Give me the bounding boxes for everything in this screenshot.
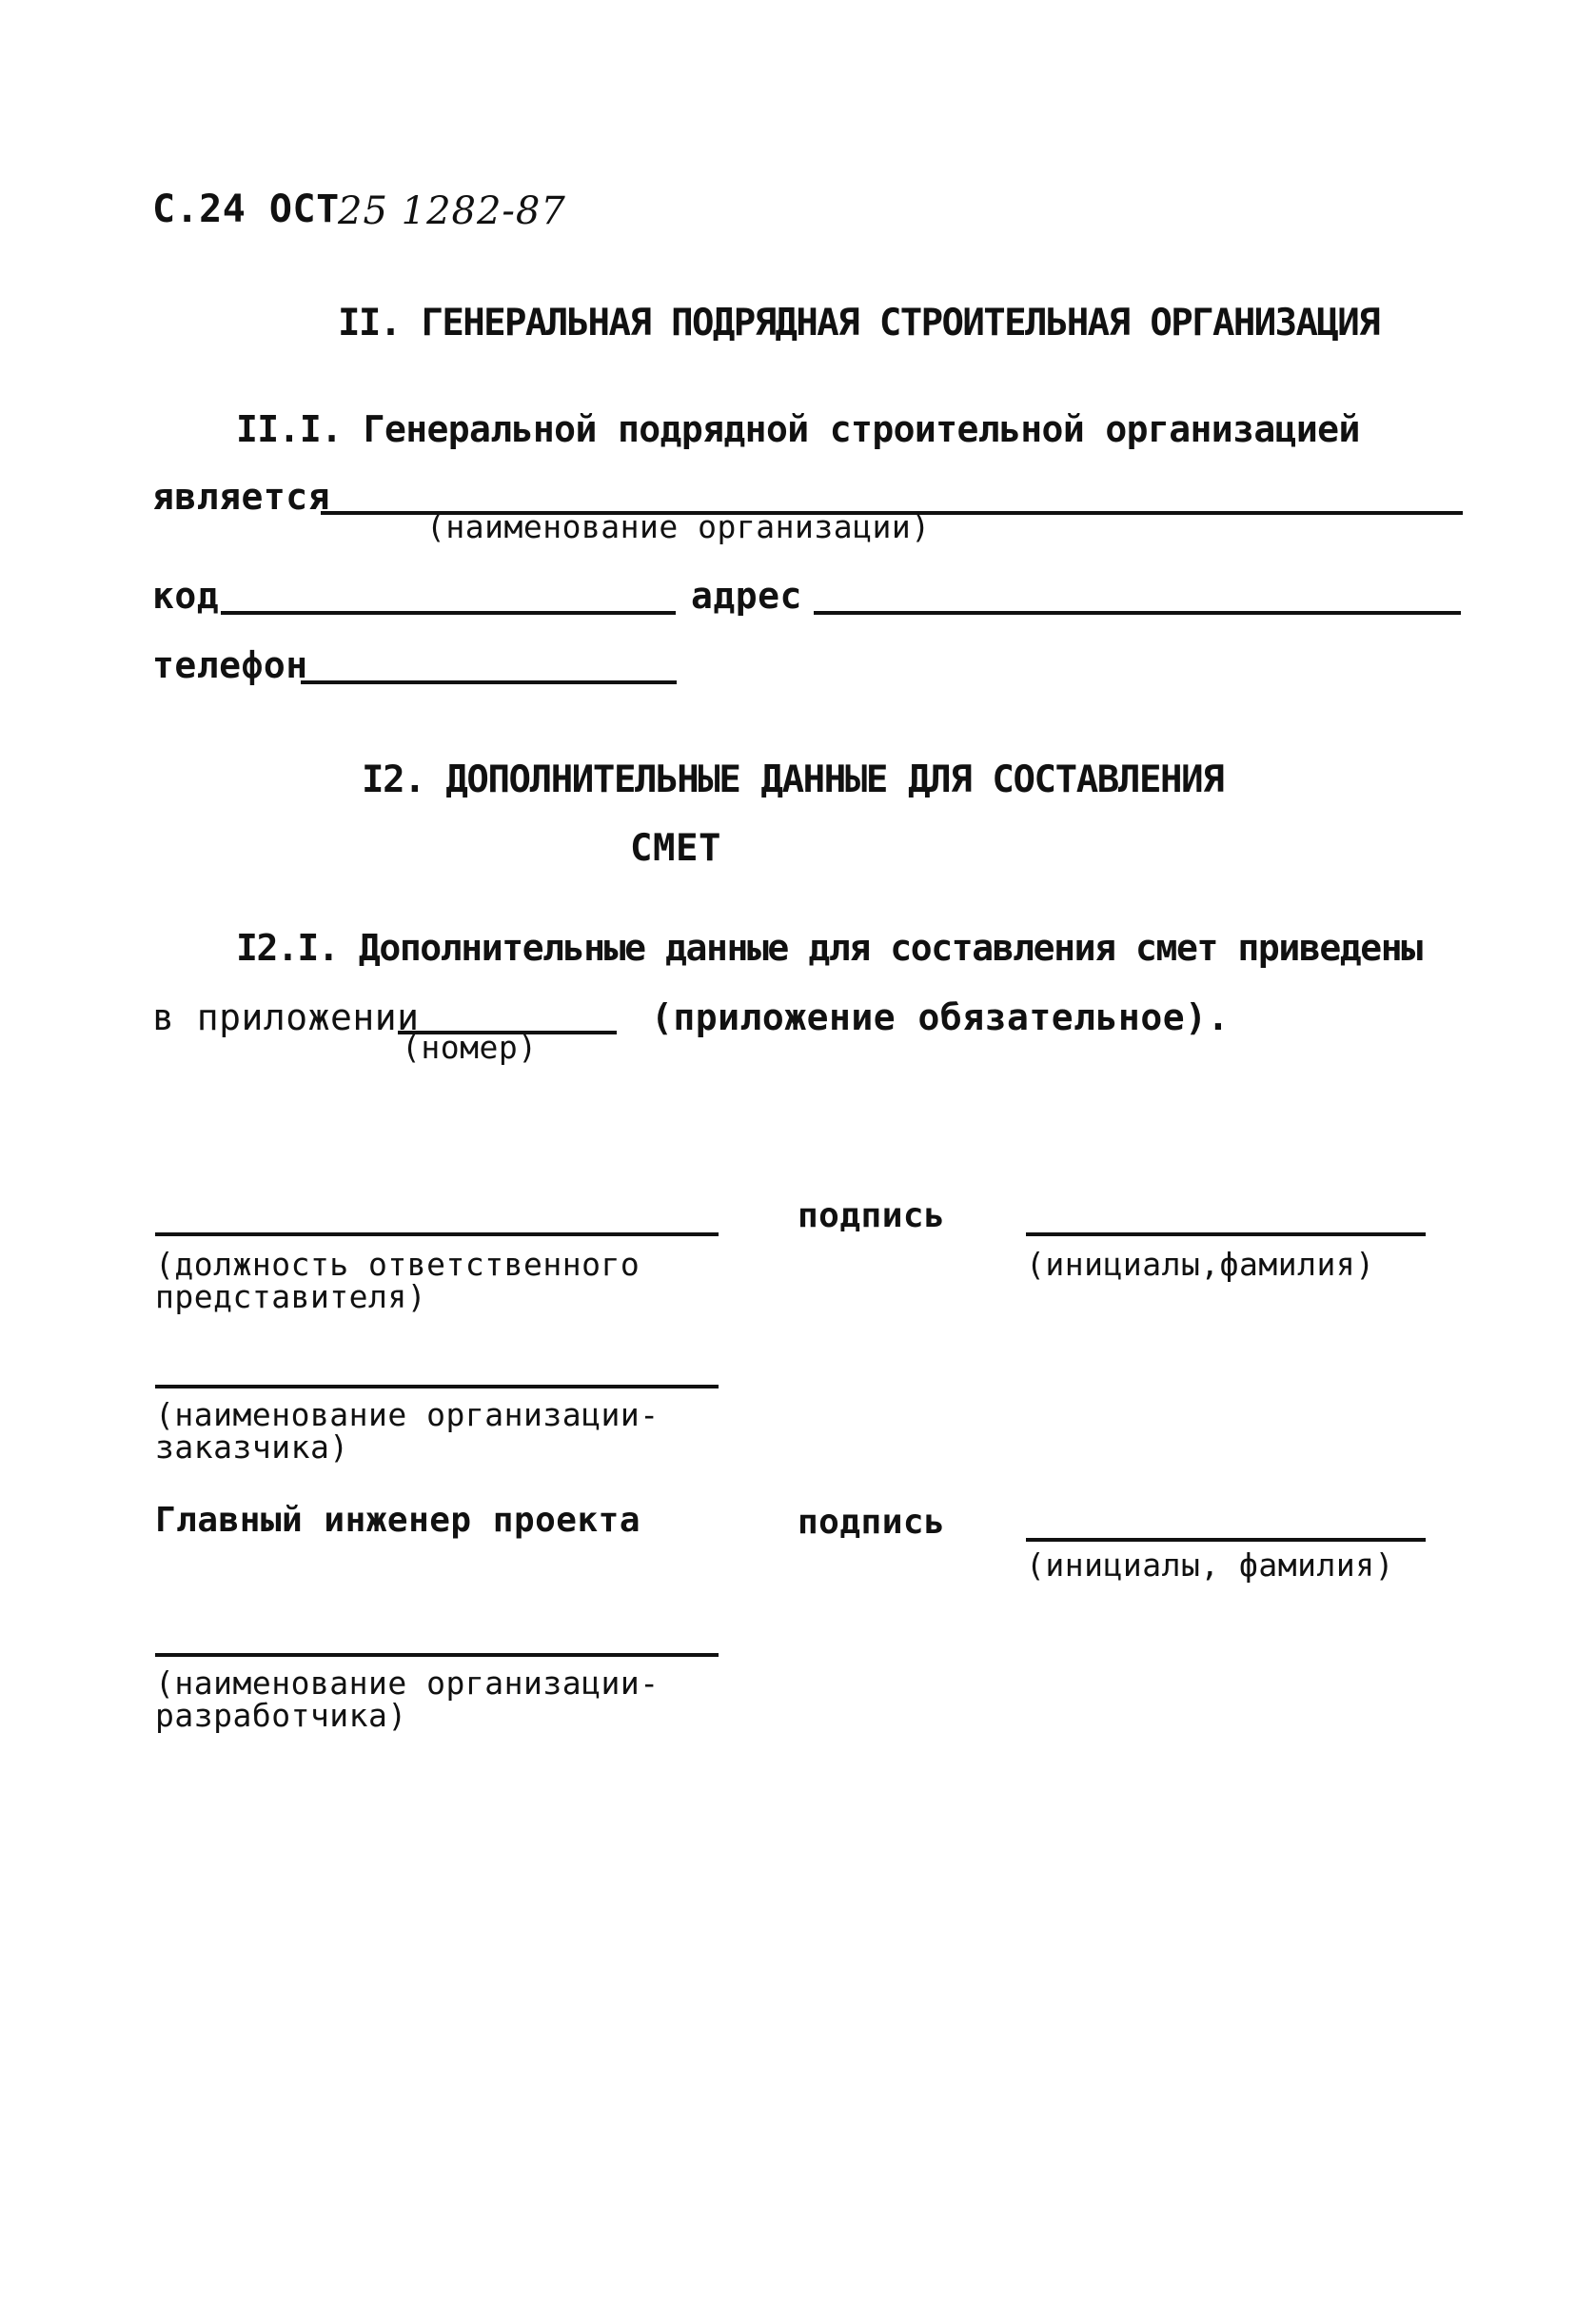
customer-org-caption-line2: заказчика) — [155, 1428, 349, 1466]
code-field-line — [221, 611, 676, 615]
position-caption-line2: представителя) — [155, 1278, 427, 1315]
section-12-heading-line2: СМЕТ — [630, 827, 721, 870]
section-11-heading: II. ГЕНЕРАЛЬНАЯ ПОДРЯДНАЯ СТРОИТЕЛЬНАЯ ОРГАНИЗАЦИЯ — [338, 302, 1379, 345]
page-code: С.24 ОСТ — [152, 187, 340, 231]
label-code: код — [152, 575, 220, 617]
initials-caption-1: (инициалы,фамилия) — [1026, 1246, 1375, 1283]
position-field-line — [155, 1232, 719, 1236]
initials-field-line-2 — [1026, 1538, 1426, 1542]
label-is: является — [152, 476, 331, 518]
appendix-text-start: в приложении — [152, 996, 420, 1038]
initials-field-line-1 — [1026, 1232, 1426, 1236]
appendix-number-caption: (номер) — [402, 1029, 538, 1066]
section-12-heading-line1: I2. ДОПОЛНИТЕЛЬНЫЕ ДАННЫЕ ДЛЯ СОСТАВЛЕНИЯ — [362, 758, 1224, 801]
initials-caption-2: (инициалы, фамилия) — [1026, 1546, 1394, 1584]
signature-label-1: подпись — [798, 1196, 946, 1235]
customer-org-caption-line1: (наименование организации- — [155, 1396, 660, 1433]
section-12-paragraph: I2.I. Дополнительные данные для составления смет приведены — [236, 927, 1422, 969]
phone-field-line — [301, 680, 677, 684]
appendix-text-end: (приложение обязательное). — [651, 996, 1230, 1038]
label-phone: телефон — [152, 644, 308, 686]
developer-org-caption-line2: разработчика) — [155, 1697, 407, 1734]
signature-label-2: подпись — [798, 1503, 946, 1542]
address-field-line — [814, 611, 1461, 615]
label-address: адрес — [691, 575, 802, 617]
handwritten-standard-number: 25 1282-87 — [338, 189, 566, 233]
section-11-paragraph: II.I. Генеральной подрядной строительной организацией — [236, 408, 1360, 450]
developer-org-field-line — [155, 1653, 719, 1657]
position-caption-line1: (должность ответственного — [155, 1246, 640, 1283]
developer-org-caption-line1: (наименование организации- — [155, 1664, 660, 1702]
chief-engineer-label: Главный инженер проекта — [155, 1501, 640, 1540]
customer-org-field-line — [155, 1385, 719, 1388]
org-name-caption: (наименование организации) — [426, 508, 931, 545]
